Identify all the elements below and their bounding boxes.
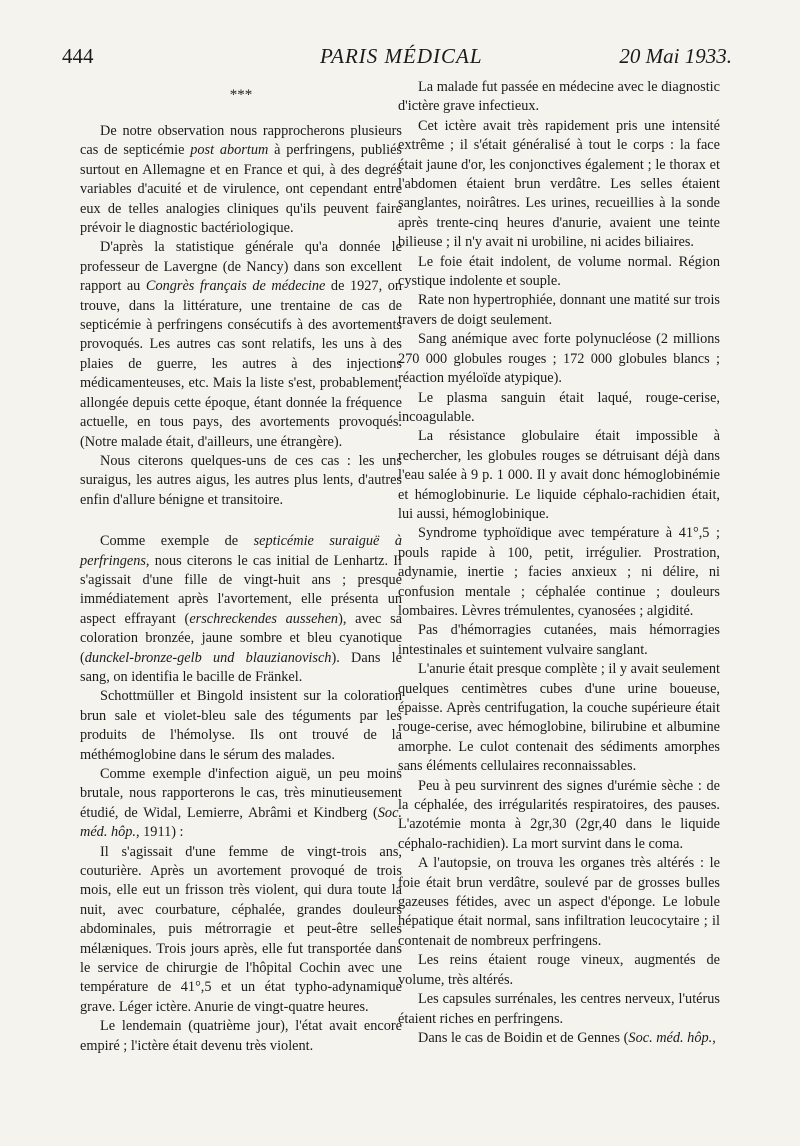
paragraph: Le plasma sanguin était laqué, rouge-cerise, incoagulable.	[398, 389, 720, 425]
paragraph: Le foie était indolent, de volume normal. Région cystique indolente et souple.	[398, 253, 720, 290]
paragraph: Cet ictère avait très rapidement pris une intensité extrême ; il s'était généralisé à tout le corps : la face était jaune d'or, les conjonctives également ; le thorax et l'abdomen étaient brun verdâtre. Les selles étaient sanglantes, noirâtres. Les urines, recueillies à la sonde après trente-cinq heures d'anurie, avaient une teinte bilieuse ; il n'y avait ni urobiline, ni acides biliaires.	[398, 117, 720, 251]
paragraph: Il s'agissait d'une femme de vingt-trois ans, couturière. Après un avortement provoqué de trois mois, elle eut un frisson très violent, qui dura toute la nuit, avec courbature, céphalée, grandes douleurs abdominales, puis métrorragie et peut-être selles mélæniques. Trois jours après, elle fut transportée dans le service de chirurgie de l'hôpital Cochin avec une température de 41°,5 et un état typho-adynamique grave. Léger ictère. Anurie de vingt-quatre heures.	[80, 843, 402, 1015]
paragraph: Comme exemple de septicémie suraiguë à perfringens, nous citerons le cas initial de Lenhartz. Il s'agissait d'une fille de vingt-huit ans ; presque immédiatement après l'avortement, elle présenta un aspect effrayant (erschreckendes aussehen), avec sa coloration bronzée, jaune sombre et bleu cyanotique (dunckel-bronze-gelb und blauzianovisch). Dans le sang, on identifia le bacille de Fränkel.	[80, 533, 402, 685]
issue-date: 20 Mai 1933.	[619, 44, 732, 68]
paragraph: A l'autopsie, on trouva les organes très altérés : le foie était brun verdâtre, soulevé par de grosses bulles gazeuses fétides, avec un aspect d'éponge. Le lobule hépatique était normal, sans infiltration leucocytaire ; il contenait de nombreux perfringens.	[398, 855, 720, 949]
paragraph: Schottmüller et Bingold insistent sur la coloration brun sale et violet-bleu sale des téguments par les produits de l'hémolyse. Ils ont trouvé de la méthémoglobine dans le sérum des malades.	[80, 688, 402, 763]
paragraph: Les reins étaient rouge vineux, augmentés de volume, très altérés.	[398, 952, 720, 988]
right-column	[398, 78, 720, 1048]
paragraph: Comme exemple d'infection aiguë, un peu moins brutale, nous rapporterons le cas, très minutieusement étudié, de Widal, Lemierre, Abrâmi et Kindberg (Soc. méd. hôp., 1911) :	[80, 766, 402, 841]
paragraph: Le lendemain (quatrième jour), l'état avait encore empiré ; l'ictère était devenu très violent.	[80, 1018, 402, 1054]
paragraph: Nous citerons quelques-uns de ces cas : les uns suraigus, les autres aigus, les autres plus lents, d'autres enfin d'allure bénigne et transitoire.	[80, 452, 402, 508]
paragraph: Dans le cas de Boidin et de Gennes (Soc. méd. hôp.,	[418, 1029, 716, 1046]
section-separator: ***	[229, 87, 253, 103]
paragraph: Syndrome typhoïdique avec température à 41°,5 ; pouls rapide à 100, petit, irrégulier. Prostration, adynamie, inertie ; facies anxieux ; ni délire, ni confusion mentale ; céphalée continue ; douleurs lombaires. Lèvres trémulentes, cyanosées ; algidité.	[398, 525, 720, 619]
page-number: 444	[62, 44, 94, 68]
paragraph: De notre observation nous rapprocherons plusieurs cas de septicémie post abortum à perfringens, publiés surtout en Allemagne et en France et qui, à des degrés variables d'acuité et de virulence, ont cependant entre eux de telles analogies cliniques qu'ils peuvent faire prévoir le diagnostic bactériologique.	[80, 123, 402, 237]
paragraph: Les capsules surrénales, les centres nerveux, l'utérus étaient riches en perfringens.	[398, 991, 720, 1027]
journal-title: PARIS MÉDICAL	[320, 44, 483, 68]
paragraph: La malade fut passée en médecine avec le diagnostic d'ictère grave infectieux.	[398, 79, 720, 115]
paragraph: D'après la statistique générale qu'a donnée le professeur de Lavergne (de Nancy) dans son excellent rapport au Congrès français de médecine de 1927, on trouve, dans la littérature, une trentaine de cas de septicémie à perfringens consécutifs à des avortements provoqués. Les autres cas sont relatifs, les uns à des plaies de guerre, les autres à des injections médicamenteuses, etc. Mais la liste s'est, probablement, allongée depuis cette époque, étant donnée la fréquence actuelle, en tous pays, des avortements provoqués. (Notre malade était, d'ailleurs, une étrangère).	[80, 239, 403, 450]
paragraph: Sang anémique avec forte polynucléose (2 millions 270 000 globules rouges ; 172 000 globules blancs ; réaction myéloïde atypique).	[398, 331, 720, 387]
paragraph: Rate non hypertrophiée, donnant une matité sur trois travers de doigt seulement.	[398, 292, 720, 328]
paragraph: La résistance globulaire était impossible à rechercher, les globules rouges se détruisant déjà dans l'eau salée à 9 p. 1 000. Il y avait donc hémoglobinémie et hémoglobinurie. Le liquide céphalo-rachidien était, lui aussi, hémoglobinique.	[398, 428, 720, 522]
paragraph: Pas d'hémorragies cutanées, mais hémorragies intestinales et suintement vulvaire sanglant.	[398, 622, 720, 658]
paragraph: Peu à peu survinrent des signes d'urémie sèche : de la céphalée, des irrégularités respiratoires, des pauses. L'azotémie monta à 2gr,30 (2gr,40 dans le liquide céphalo-rachidien). La mort survint dans le coma.	[398, 777, 720, 852]
left-column	[80, 78, 402, 1056]
paragraph: L'anurie était presque complète ; il y avait seulement quelques centimètres cubes d'une urine boueuse, épaisse. Après centrifugation, la couche supérieure était rouge-cerise, avec hémoglobine, bilirubine et albumine amorphe. Le culot contenait des sédiments amorphes sans éléments cellulaires reconnaissables.	[398, 661, 720, 775]
